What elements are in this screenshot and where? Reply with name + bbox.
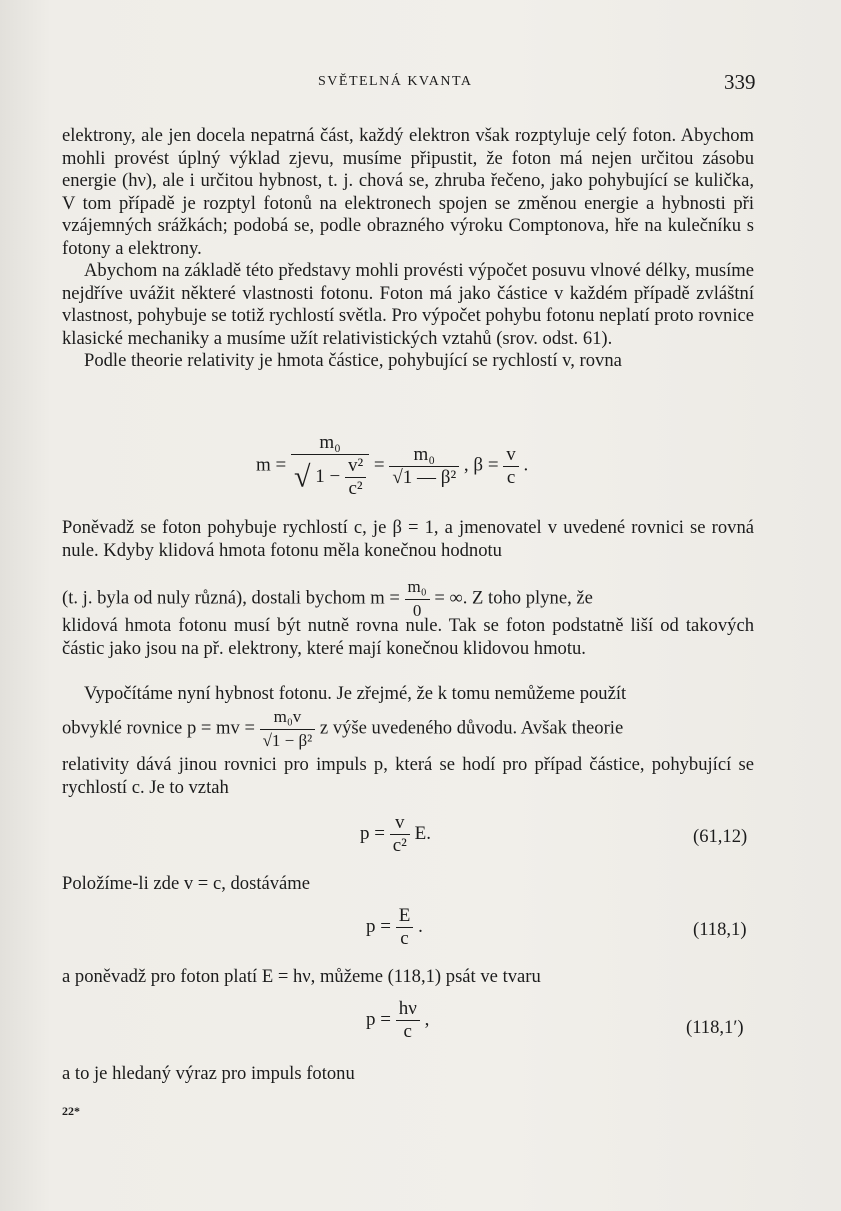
e118p-num: hν <box>398 998 417 1019</box>
equation-relativistic-mass <box>256 432 528 500</box>
e118p-rhs: , <box>424 1008 430 1030</box>
eq-mass-c: c <box>503 466 519 489</box>
p5-post: = ∞. Z toho plyne, že <box>434 587 593 609</box>
paragraph-7: Vypočítáme nyní hybnost fotonu. Je zřejmé, že k tomu nemůžeme použít <box>84 683 627 704</box>
text-block-5 <box>62 754 754 799</box>
e61-den: c² <box>390 834 410 857</box>
e118-lhs: p = <box>366 915 391 937</box>
equation-number-118-1-prime: (118,1′) <box>686 1017 744 1038</box>
text-block-1 <box>62 125 754 373</box>
eq-mass-frac2 <box>389 444 459 489</box>
eq-mass-num1: m₀ <box>319 432 341 453</box>
inline-m0v: m₀v <box>273 707 302 726</box>
paragraph-11: a poněvadž pro foton platí E = hν, můžeme (118,1) psát ve tvaru <box>62 966 541 987</box>
equation-118-1 <box>366 905 423 950</box>
eq-mass-den1 <box>291 454 369 500</box>
e61-rhs: E. <box>414 822 431 844</box>
e118-frac <box>396 905 414 950</box>
equation-number-61-12: (61,12) <box>693 826 748 847</box>
paragraph-8 <box>62 706 754 752</box>
running-title: SVĚTELNÁ KVANTA <box>318 74 473 89</box>
paragraph-10: Položíme-li zde v = c, dostáváme <box>62 873 311 894</box>
eq-mass-sqrt-prefix: 1 − <box>315 465 341 487</box>
e118-num: E <box>398 905 411 926</box>
equation-61-12 <box>360 812 431 857</box>
paragraph-1: elektrony, ale jen docela nepatrná část, každý elektron však rozptyluje celý foton. Abychom mohli provést úplný výklad zjevu, musíme připustit, že foton má nejen určitou zásobu energie (hν), ale i určitou hybnost, t. j. chová se, zhruba řečeno, jako pohybující se kulička, V tom případě je rozptyl fotonů na elektronech spojen se změnou energie a hybnosti při vzájemných srážkách; podobá se, podle obrazného výroku Comptonova, hře na kulečníku s fotony a elektrony. <box>62 125 754 259</box>
text-block-4 <box>62 683 754 706</box>
text-block-8 <box>62 1063 754 1086</box>
e118p-frac <box>396 998 420 1043</box>
eq-mass-num2: m₀ <box>413 443 435 465</box>
p8-pre: obvyklé rovnice p = mv = <box>62 717 255 739</box>
signature-mark: 22* <box>62 1104 80 1118</box>
paragraph-4: Poněvadž se foton pohybuje rychlostí c, je β = 1, a jmenovatel v uvedené rovnici se rovná nule. Kdyby klidová hmota fotonu měla konečnou hodnotu <box>62 517 754 561</box>
e118-den: c <box>396 927 414 950</box>
sqrt-sign: √ <box>294 460 311 494</box>
eq-mass-v2-over-c2 <box>345 455 366 500</box>
eq-mass-v-over-c <box>503 444 519 489</box>
eq-mass-end: . <box>523 454 529 476</box>
eq-mass-v: v <box>506 443 516 465</box>
paragraph-6: klidová hmota fotonu musí být nutně rovna nule. Tak se foton podstatně liší od takových částic jako jsou na př. elektrony, které mají konečnou klidovou hmotu. <box>62 615 754 659</box>
text-block-2 <box>62 517 754 562</box>
eq-mass-den2: √1 — β² <box>389 466 459 489</box>
equation-118-1-prime <box>366 998 429 1043</box>
text-block-7 <box>62 966 754 989</box>
e118p-den: c <box>396 1020 420 1043</box>
inline-zero: 0 <box>405 599 430 623</box>
e61-num: v <box>395 812 405 833</box>
inline-m0: m₀ <box>407 577 427 596</box>
inline-p-mv-frac <box>260 706 316 752</box>
paragraph-3: Podle theorie relativity je hmota částice, pohybující se rychlostí v, rovna <box>84 350 622 371</box>
e118-rhs: . <box>418 915 423 937</box>
text-line-pmv <box>62 706 754 752</box>
text-block-6 <box>62 873 754 896</box>
p5-pre: (t. j. byla od nuly různá), dostali bychom m = <box>62 587 400 609</box>
page-number: 339 <box>724 70 756 94</box>
eq-mass-eq2: = <box>373 454 385 476</box>
inline-sqrt-beta: √1 − β² <box>260 729 316 753</box>
eq-mass-lhs: m = <box>256 454 287 476</box>
paragraph-12: a to je hledaný výraz pro impuls fotonu <box>62 1063 355 1084</box>
equation-number-118-1: (118,1) <box>693 919 747 940</box>
eq-mass-v2: v² <box>347 455 364 476</box>
eq-mass-beta-lhs: , β = <box>463 454 499 476</box>
text-block-3 <box>62 615 754 660</box>
e61-frac <box>390 812 410 857</box>
eq-mass-frac1 <box>291 432 369 500</box>
paragraph-2: Abychom na základě této představy mohli provésti výpočet posuvu vlnové délky, musíme nejdříve uvážit některé vlastnosti fotonu. Foton má jako částice v každém případě zvláštní vlastnost, pohybuje se totiž rychlostí světla. Pro výpočet pohybu fotonu neplatí proto rovnice klasické mechaniky a musíme užít relativistických vztahů (srov. odst. 61). <box>62 260 754 349</box>
e61-lhs: p = <box>360 822 385 844</box>
paragraph-9: relativity dává jinou rovnici pro impuls p, která se hodí pro případ částice, pohybující se rychlostí c. Je to vztah <box>62 754 754 798</box>
eq-mass-c2: c² <box>345 477 366 500</box>
e118p-lhs: p = <box>366 1008 391 1030</box>
p8-post: z výše uvedeného důvodu. Avšak theorie <box>319 717 624 739</box>
